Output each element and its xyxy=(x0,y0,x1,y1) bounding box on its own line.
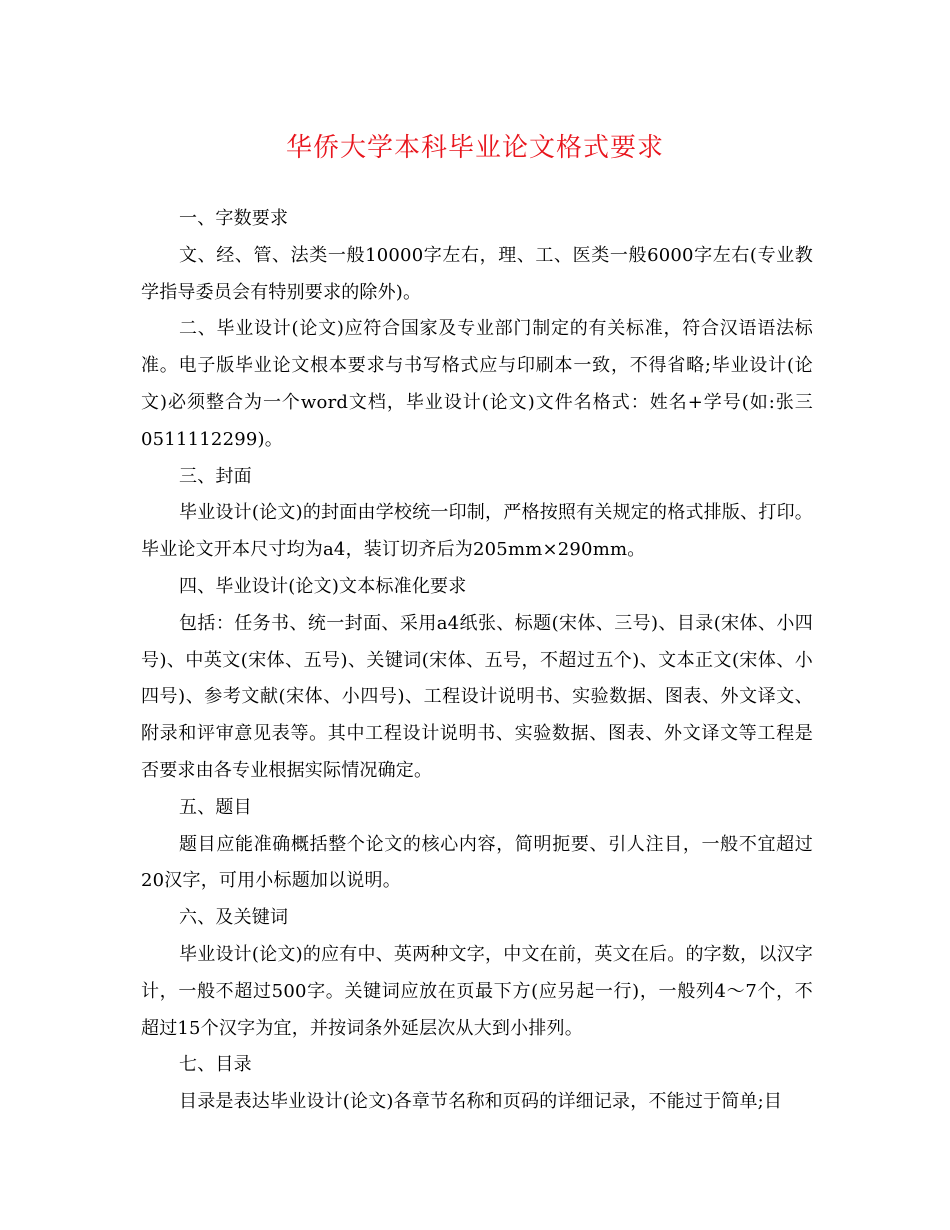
document-body xyxy=(141,201,813,1121)
paragraph-standardization: 包括：任务书、统一封面、采用a4纸张、标题(宋体、三号)、目录(宋体、小四号)、中英文(宋体、五号)、关键词(宋体、五号，不超过五个)、文本正文(宋体、小四号)、参考文献(宋体、小四号)、工程设计说明书、实验数据、图表、外文译文、附录和评审意见表等。其中工程设计说明书、实验数据、图表、外文译文等工程是否要求由各专业根据实际情况确定。 xyxy=(141,612,813,781)
paragraph-word-count: 文、经、管、法类一般10000字左右，理、工、医类一般6000字左右(专业教学指导委员会有特别要求的除外)。 xyxy=(141,244,813,303)
section-heading-cover: 三、封面 xyxy=(179,465,252,487)
paragraph-contents: 目录是表达毕业设计(论文)各章节名称和页码的详细记录，不能过于简单;目 xyxy=(179,1091,783,1113)
section-heading-standardization: 四、毕业设计(论文)文本标准化要求 xyxy=(179,575,467,597)
section-heading-title: 五、题目 xyxy=(179,796,252,818)
section-heading-contents: 七、目录 xyxy=(179,1054,252,1076)
paragraph-keywords: 毕业设计(论文)的应有中、英两种文字，中文在前，英文在后。的字数，以汉字计，一般不超过500字。关键词应放在页最下方(应另起一行)，一般列4～7个，不超过15个汉字为宜，并按词条外延层次从大到小排列。 xyxy=(141,943,813,1039)
document-title: 华侨大学本科毕业论文格式要求 xyxy=(285,133,664,163)
paragraph-title: 题目应能准确概括整个论文的核心内容，简明扼要、引人注目，一般不宜超过20汉字，可用小标题加以说明。 xyxy=(141,833,813,892)
section-heading-keywords: 六、及关键词 xyxy=(179,907,289,929)
section-heading-word-count: 一、字数要求 xyxy=(179,208,289,229)
paragraph-standards: 二、毕业设计(论文)应符合国家及专业部门制定的有关标准，符合汉语语法标准。电子版毕业论文根本要求与书写格式应与印刷本一致，不得省略;毕业设计(论文)必须整合为一个word文档，毕业设计(论文)文件名格式：姓名+学号(如:张三0511112299)。 xyxy=(141,318,813,450)
paragraph-cover: 毕业设计(论文)的封面由学校统一印制，严格按照有关规定的格式排版、打印。毕业论文开本尺寸均为a4，装订切齐后为205mm×290mm。 xyxy=(141,502,813,561)
